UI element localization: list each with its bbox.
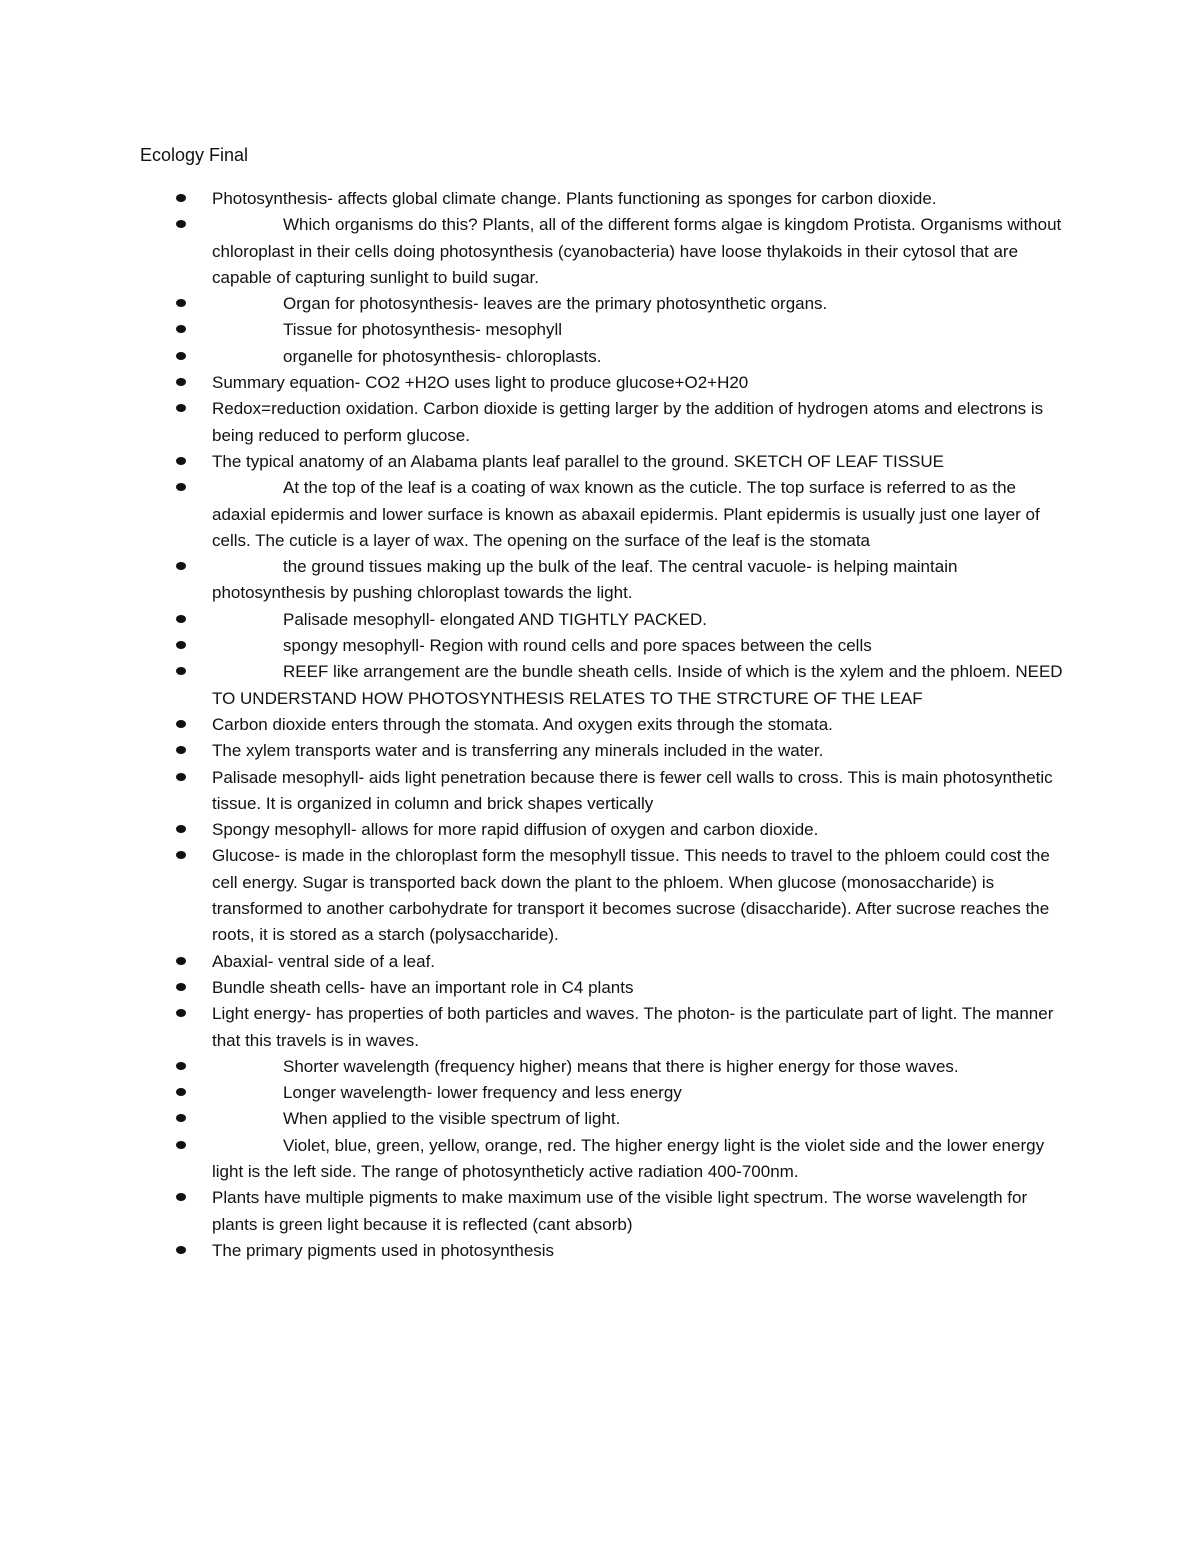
list-item	[0, 186, 1200, 212]
list-item-text: Bundle sheath cells- have an important role in C4 plants	[212, 977, 634, 997]
list-item-text: The typical anatomy of an Alabama plants leaf parallel to the ground. SKETCH OF LEAF TISSUE	[212, 451, 944, 471]
list-item-text: Redox=reduction oxidation. Carbon dioxide is getting larger by the addition of hydrogen atoms and electrons is being reduced to perform glucose.	[212, 399, 1044, 445]
list-item	[0, 1106, 1200, 1132]
list-item-text: Organ for photosynthesis- leaves are the primary photosynthetic organs.	[283, 294, 828, 314]
list-item-text: When applied to the visible spectrum of light.	[283, 1109, 621, 1129]
list-item	[0, 1133, 1200, 1186]
bullet-dot-icon	[176, 194, 186, 202]
list-item	[0, 554, 1200, 607]
list-item-text: Palisade mesophyll- elongated AND TIGHTLY PACKED.	[283, 609, 707, 629]
bullet-dot-icon	[176, 457, 186, 465]
bullet-dot-icon	[176, 404, 186, 412]
bullet-dot-icon	[176, 1141, 186, 1149]
bullet-dot-icon	[176, 220, 186, 228]
list-item-text: Glucose- is made in the chloroplast form the mesophyll tissue. This needs to travel to the phloem could cost the cell energy. Sugar is transported back down the plant to the phloem. When glucose (monosaccharide) is transformed to another carbohydrate for transport it becomes sucrose (disaccharide). After sucrose reaches the roots, it is stored as a starch (polysaccharide).	[212, 846, 1050, 945]
list-item	[0, 449, 1200, 475]
list-item	[0, 975, 1200, 1001]
list-item	[0, 370, 1200, 396]
list-item	[0, 317, 1200, 343]
list-item	[0, 1080, 1200, 1106]
list-item	[0, 607, 1200, 633]
list-item-text: Longer wavelength- lower frequency and less energy	[283, 1083, 682, 1103]
bullet-dot-icon	[176, 957, 186, 965]
list-item-text: Shorter wavelength (frequency higher) means that there is higher energy for those waves.	[283, 1056, 959, 1076]
list-item-text: Carbon dioxide enters through the stomata. And oxygen exits through the stomata.	[212, 714, 833, 734]
bullet-dot-icon	[176, 615, 186, 623]
list-item	[0, 738, 1200, 764]
bullet-dot-icon	[176, 746, 186, 754]
list-item	[0, 344, 1200, 370]
list-item-text: Which organisms do this? Plants, all of the different forms algae is kingdom Protista. Organisms without chloroplast in their cells doing photosynthesis (cyanobacteria) have loose thylakoids in their cytosol that are capable of capturing sunlight to build sugar.	[212, 215, 1062, 287]
list-item-text: Abaxial- ventral side of a leaf.	[212, 951, 436, 971]
list-item	[0, 396, 1200, 449]
list-item	[0, 949, 1200, 975]
list-item-text: Light energy- has properties of both particles and waves. The photon- is the particulate part of light. The manner that this travels is in waves.	[212, 1004, 1054, 1050]
list-item-text: spongy mesophyll- Region with round cells and pore spaces between the cells	[283, 636, 872, 656]
bullet-dot-icon	[176, 1009, 186, 1017]
list-item-text: the ground tissues making up the bulk of the leaf. The central vacuole- is helping maintain photosynthesis by pushing chloroplast towards the light.	[212, 557, 958, 603]
list-item	[0, 291, 1200, 317]
bullet-dot-icon	[176, 325, 186, 333]
document-title: Ecology Final	[140, 145, 249, 165]
list-item-text: Tissue for photosynthesis- mesophyll	[283, 320, 563, 340]
list-item-text: Photosynthesis- affects global climate change. Plants functioning as sponges for carbon dioxide.	[212, 189, 937, 208]
list-item	[0, 1001, 1200, 1054]
list-item-text: The xylem transports water and is transferring any minerals included in the water.	[212, 741, 824, 761]
list-item	[0, 1185, 1200, 1238]
list-item-text: Violet, blue, green, yellow, orange, red. The higher energy light is the violet side and the lower energy light is the left side. The range of photosyntheticly active radiation 400-700nm.	[212, 1135, 1045, 1181]
bullet-dot-icon	[176, 773, 186, 781]
list-item	[0, 817, 1200, 843]
list-item-text: Plants have multiple pigments to make maximum use of the visible light spectrum. The worse wavelength for plants is green light because it is reflected (cant absorb)	[212, 1188, 1028, 1234]
bullet-dot-icon	[176, 1062, 186, 1070]
bullet-dot-icon	[176, 720, 186, 728]
bullet-dot-icon	[176, 483, 186, 491]
bullet-dot-icon	[176, 667, 186, 675]
list-item	[0, 843, 1200, 948]
bullet-dot-icon	[176, 1193, 186, 1201]
bullet-dot-icon	[176, 1114, 186, 1122]
bullet-dot-icon	[176, 825, 186, 833]
list-item	[0, 712, 1200, 738]
bullet-dot-icon	[176, 562, 186, 570]
list-item	[0, 765, 1200, 818]
list-item-text: Spongy mesophyll- allows for more rapid diffusion of oxygen and carbon dioxide.	[212, 820, 819, 840]
bullet-dot-icon	[176, 352, 186, 360]
list-item	[0, 633, 1200, 659]
bullet-dot-icon	[176, 378, 186, 386]
list-item-text: REEF like arrangement are the bundle sheath cells. Inside of which is the xylem and the phloem. NEED TO UNDERSTAND HOW PHOTOSYNTHESIS RELATES TO THE STRCTURE OF THE LEAF	[212, 662, 1063, 708]
bullet-dot-icon	[176, 851, 186, 859]
list-item	[0, 212, 1200, 291]
list-item-text: Summary equation- CO2 +H2O uses light to produce glucose+O2+H20	[212, 373, 749, 393]
list-item-text: At the top of the leaf is a coating of wax known as the cuticle. The top surface is referred to as the adaxial epidermis and lower surface is known as abaxail epidermis. Plant epidermis is usually just one layer of cells. The cuticle is a layer of wax. The opening on the surface of the leaf is the stomata	[212, 478, 1040, 550]
bullet-dot-icon	[176, 1246, 186, 1254]
list-item	[0, 1238, 1200, 1264]
list-item	[0, 659, 1200, 712]
list-item	[0, 475, 1200, 554]
list-item-text: The primary pigments used in photosynthesis	[212, 1240, 555, 1260]
bullet-list	[0, 186, 1200, 1264]
bullet-dot-icon	[176, 299, 186, 307]
bullet-dot-icon	[176, 983, 186, 991]
list-item-text: Palisade mesophyll- aids light penetration because there is fewer cell walls to cross. This is main photosynthetic tissue. It is organized in column and brick shapes vertically	[212, 767, 1053, 813]
bullet-dot-icon	[176, 641, 186, 649]
list-item	[0, 1054, 1200, 1080]
bullet-dot-icon	[176, 1088, 186, 1096]
list-item-text: organelle for photosynthesis- chloroplasts.	[283, 346, 602, 366]
